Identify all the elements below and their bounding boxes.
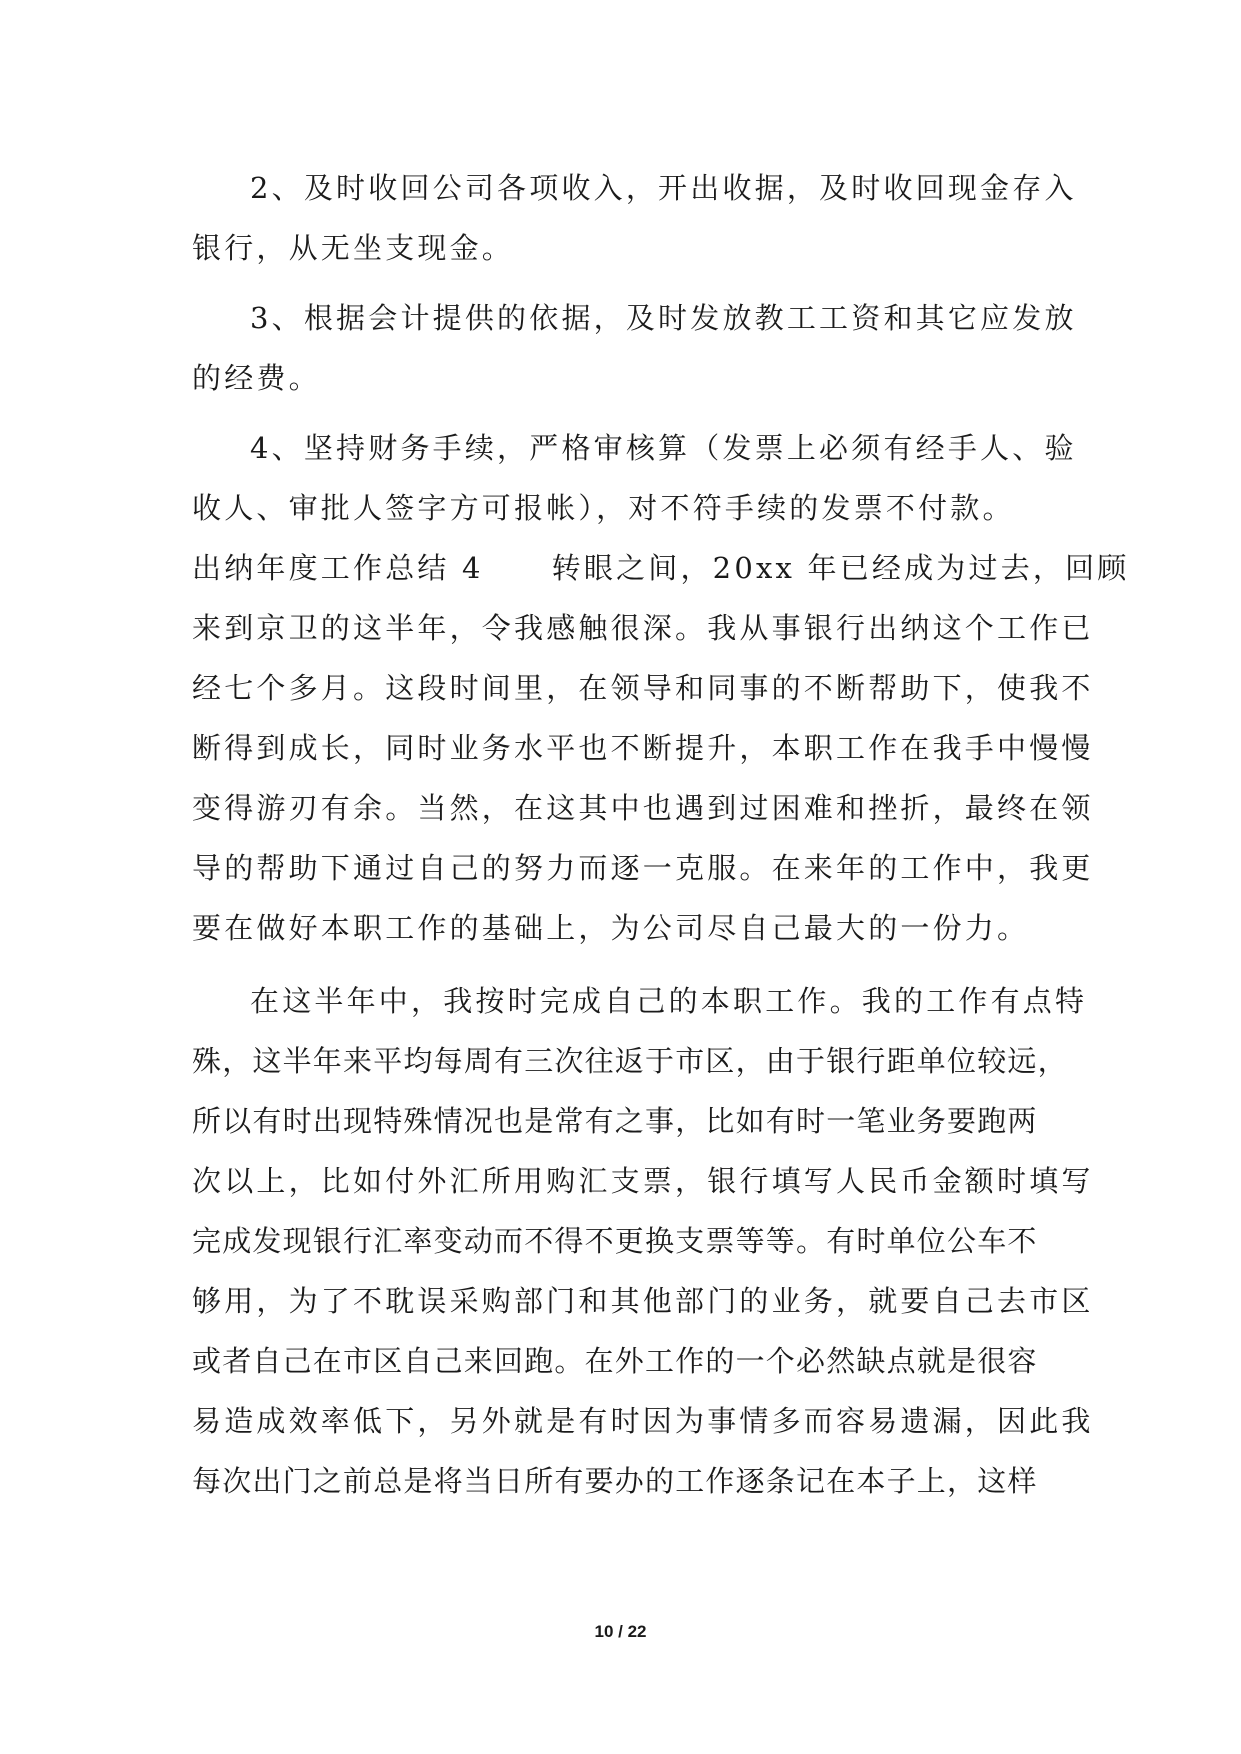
paragraph-line: 经七个多月。这段时间里，在领导和同事的不断帮助下，使我不: [192, 671, 1094, 705]
paragraph-line: 的经费。: [192, 361, 321, 395]
paragraph-line: 在这半年中，我按时完成自己的本职工作。我的工作有点特: [250, 984, 1088, 1018]
paragraph-line: 变得游刃有余。当然，在这其中也遇到过困难和挫折，最终在领: [192, 791, 1094, 825]
document-body: [192, 158, 1130, 1511]
paragraph-line: 3、根据会计提供的依据，及时发放教工工资和其它应发放: [250, 301, 1077, 335]
paragraph-line: 次以上，比如付外汇所用购汇支票，银行填写人民币金额时填写: [192, 1164, 1094, 1198]
paragraph-line: 收人、审批人签字方可报帐），对不符手续的发票不付款。: [192, 491, 1015, 525]
paragraph-line: 或者自己在市区自己来回跑。在外工作的一个必然缺点就是很容: [192, 1344, 1038, 1378]
paragraph-line: 完成发现银行汇率变动而不得不更换支票等等。有时单位公车不: [192, 1224, 1038, 1258]
paragraph-text: 转眼之间，20xx 年已经成为过去，回顾: [551, 551, 1130, 585]
paragraph-line: 银行，从无坐支现金。: [192, 231, 515, 265]
paragraph-line: 导的帮助下通过自己的努力而逐一克服。在来年的工作中，我更: [192, 851, 1094, 885]
paragraph-line: 要在做好本职工作的基础上，为公司尽自己最大的一份力。: [192, 911, 1030, 945]
paragraph-line: 够用，为了不耽误采购部门和其他部门的业务，就要自己去市区: [192, 1284, 1094, 1318]
paragraph-line: 2、及时收回公司各项收入，开出收据，及时收回现金存入: [250, 171, 1077, 205]
section-heading: 出纳年度工作总结 4: [192, 551, 484, 585]
paragraph-line: 4、坚持财务手续，严格审核算（发票上必须有经手人、验: [250, 431, 1077, 465]
paragraph-line: 来到京卫的这半年，令我感触很深。我从事银行出纳这个工作已: [192, 611, 1094, 645]
paragraph-line: 每次出门之前总是将当日所有要办的工作逐条记在本子上，这样: [192, 1464, 1038, 1498]
paragraph-line: 易造成效率低下，另外就是有时因为事情多而容易遗漏，因此我: [192, 1404, 1094, 1438]
paragraph-line: 断得到成长，同时业务水平也不断提升，本职工作在我手中慢慢: [192, 731, 1094, 765]
page-number: 10 / 22: [594, 1622, 647, 1641]
paragraph-line: 殊，这半年来平均每周有三次往返于市区，由于银行距单位较远，: [192, 1044, 1068, 1078]
section-heading-line: [192, 538, 1130, 598]
paragraph-line: 所以有时出现特殊情况也是常有之事，比如有时一笔业务要跑两: [192, 1104, 1038, 1138]
